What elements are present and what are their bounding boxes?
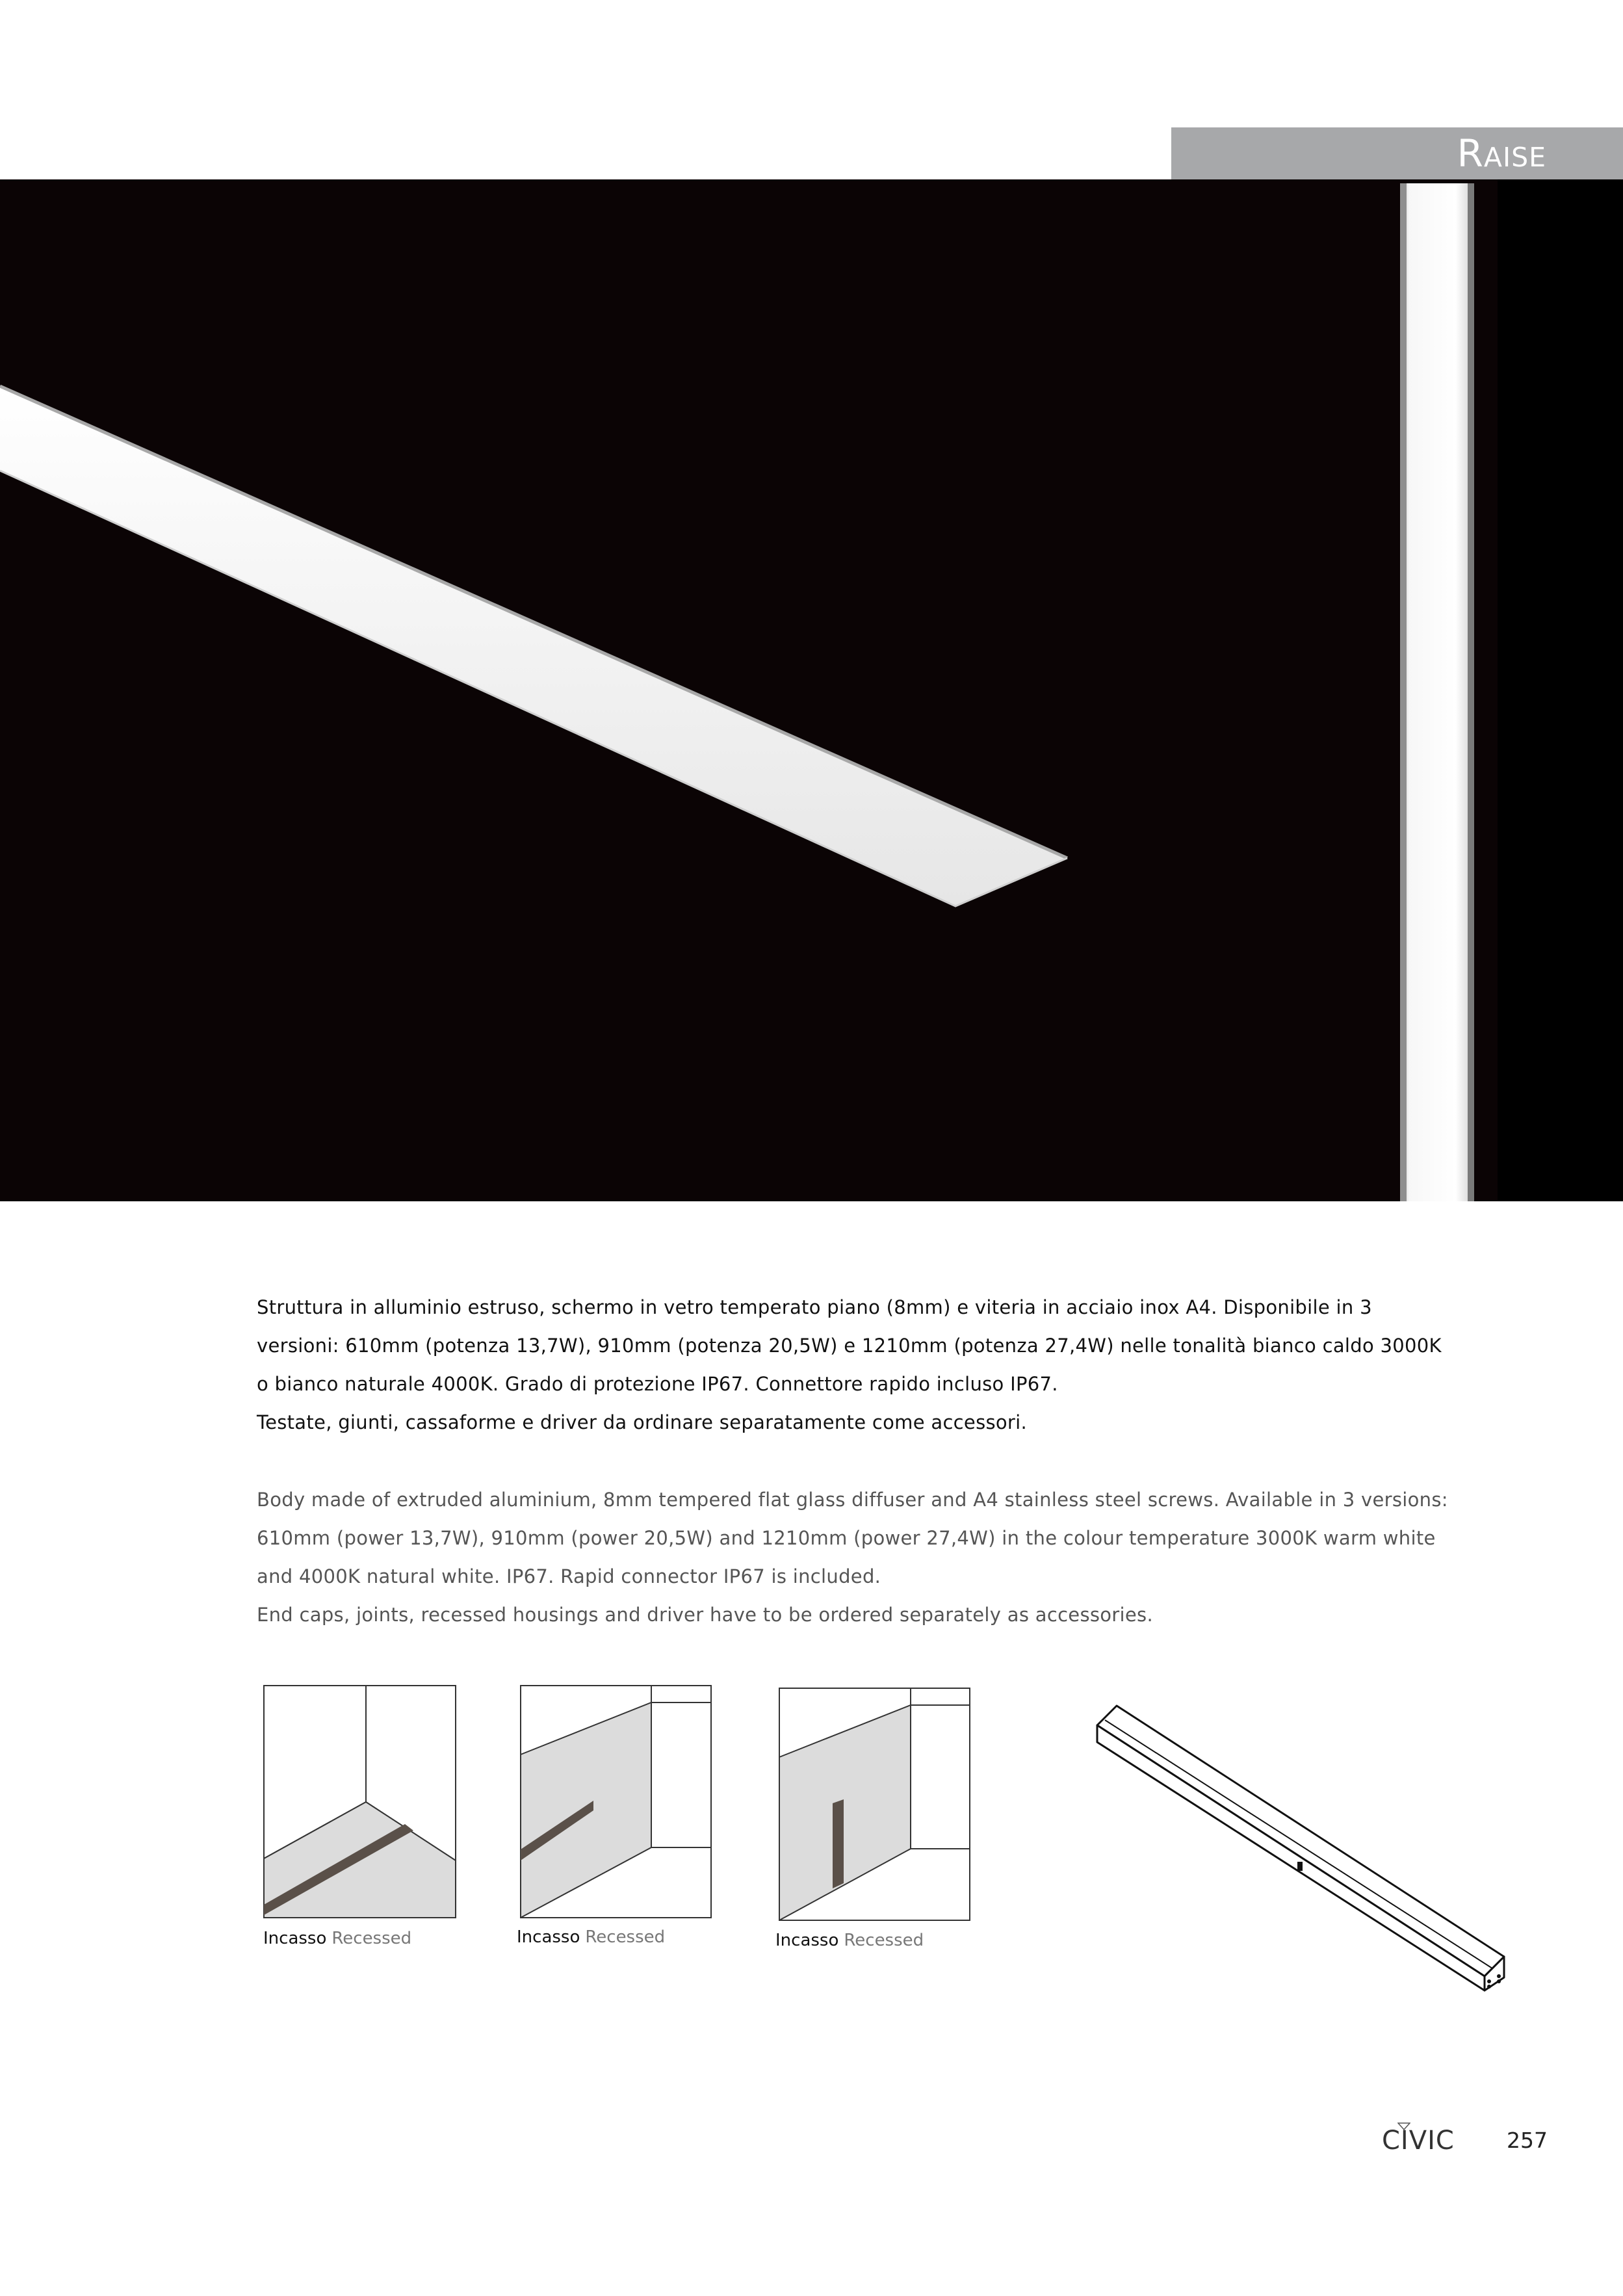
- product-photo: [0, 179, 1623, 1201]
- description-english-line: Body made of extruded aluminium, 8mm tempered flat glass diffuser and A4 stainless steel screws. Available in 3 versions:: [257, 1489, 1448, 1511]
- description-italian-line: o bianco naturale 4000K. Grado di protezione IP67. Connettore rapido incluso IP67.: [257, 1373, 1058, 1395]
- caption-wall-horizontal-recessed: [517, 1927, 665, 1947]
- description-english-line: 610mm (power 13,7W), 910mm (power 20,5W) and 1210mm (power 27,4W) in the colour temperature 3000K warm white: [257, 1527, 1436, 1549]
- caption-label-it: Incasso: [263, 1929, 327, 1948]
- page-number: 257: [1507, 2128, 1548, 2153]
- title-band: [1171, 127, 1623, 179]
- product-line-drawing: [1092, 1697, 1514, 1996]
- description-english-line: and 4000K natural white. IP67. Rapid connector IP67 is included.: [257, 1565, 881, 1587]
- caption-label-en: Recessed: [844, 1931, 924, 1950]
- diagram-floor-recessed: [263, 1685, 456, 1918]
- product-title: Raise: [1457, 131, 1546, 176]
- description-english-line: End caps, joints, recessed housings and driver have to be ordered separately as accessories.: [257, 1604, 1153, 1626]
- description-english: [257, 1481, 1448, 1634]
- caption-label-en: Recessed: [331, 1929, 412, 1948]
- description-italian-line: Struttura in alluminio estruso, schermo in vetro temperato piano (8mm) e viteria in acciaio inox A4. Disponibile in 3: [257, 1296, 1372, 1318]
- description-italian-line: versioni: 610mm (potenza 13,7W), 910mm (potenza 20,5W) e 1210mm (potenza 27,4W) nelle tonalità bianco caldo 3000K: [257, 1335, 1442, 1357]
- caption-wall-vertical-recessed: [775, 1931, 924, 1950]
- brand-logo: CIVIC: [1382, 2126, 1455, 2156]
- description-italian: [257, 1288, 1442, 1442]
- description-italian-line: Testate, giunti, cassaforme e driver da ordinare separatamente come accessori.: [257, 1411, 1028, 1433]
- diagram-wall-vertical-recessed: [779, 1688, 970, 1921]
- caption-label-en: Recessed: [585, 1927, 666, 1947]
- caption-floor-recessed: [263, 1929, 411, 1948]
- diagram-wall-horizontal-recessed: [520, 1685, 712, 1918]
- caption-label-it: Incasso: [775, 1931, 839, 1950]
- caption-label-it: Incasso: [517, 1927, 580, 1947]
